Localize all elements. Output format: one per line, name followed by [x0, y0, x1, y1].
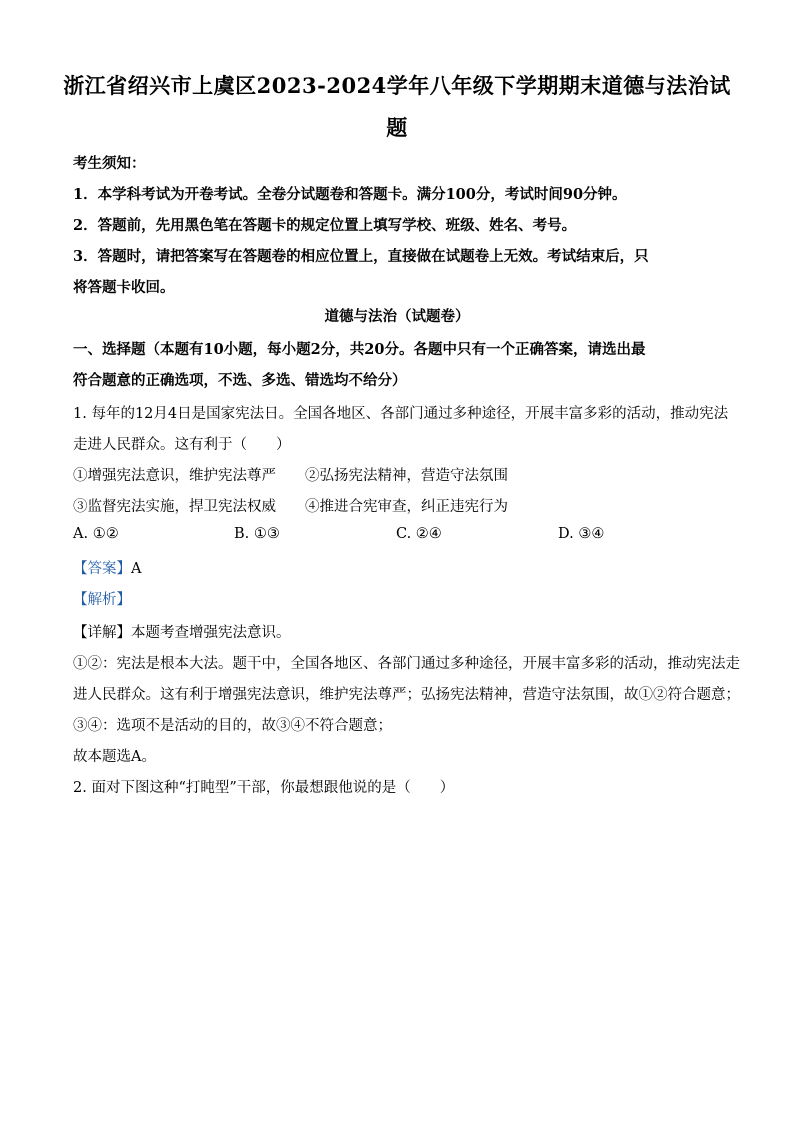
q1-stem-line-1: 1. 每年的12月4日是国家宪法日。全国各地区、各部门通过多种途径，开展丰富多彩的活动，推动宪法 — [73, 406, 729, 422]
document-title-line-2: 题 — [386, 115, 408, 140]
q1-detail-line — [73, 621, 291, 642]
detail-text: 本题考查增强宪法意识。 — [131, 625, 291, 641]
q1-statements-line-1: ①增强宪法意识，维护宪法尊严 ②弘扬宪法精神，营造守法氛围 — [73, 468, 508, 484]
part1-instructions-line-1: 一、选择题（本题有10小题，每小题2分，共20分。各题中只有一个正确答案，请选出最 — [73, 341, 646, 358]
notice-item-1: 1．本学科考试为开卷考试。全卷分试题卷和答题卡。满分100分，考试时间90分钟。 — [73, 186, 627, 203]
notice-heading: 考生须知： — [73, 155, 146, 172]
part1-instructions-line-2: 符合题意的正确选项，不选、多选、错选均不给分） — [73, 372, 407, 389]
notice-item-2: 2．答题前，先用黑色笔在答题卡的规定位置上填写学校、班级、姓名、考号。 — [73, 217, 577, 234]
document-title-line-1: 浙江省绍兴市上虞区2023-2024学年八年级下学期期末道德与法治试 — [63, 73, 731, 98]
q1-option-c: C. ②④ — [396, 526, 442, 542]
q1-stem-line-2: 走进人民群众。这有利于（ ） — [73, 437, 291, 453]
q1-explanation-line-1: ①②：宪法是根本大法。题干中，全国各地区、各部门通过多种途径，开展丰富多彩的活动，推动宪法走 — [73, 656, 740, 672]
q1-option-d: D. ③④ — [558, 526, 605, 542]
q1-option-b: B. ①③ — [234, 526, 280, 542]
detail-tag: 【详解】 — [73, 625, 131, 641]
section-title: 道德与法治（试题卷） — [324, 308, 470, 325]
answer-value: A — [131, 561, 142, 577]
analysis-tag: 【解析】 — [73, 592, 131, 608]
q1-explanation-line-3: ③④：选项不是活动的目的，故③④不符合题意； — [73, 718, 392, 734]
q1-explanation-line-2: 进人民群众。这有利于增强宪法意识，维护宪法尊严；弘扬宪法精神，营造守法氛围，故①②符合题意； — [73, 687, 740, 703]
q1-analysis-line — [73, 588, 131, 609]
notice-item-3: 3．答题时，请把答案写在答题卷的相应位置上，直接做在试题卷上无效。考试结束后，只 — [73, 248, 649, 265]
notice-item-3-continued: 将答题卡收回。 — [73, 279, 175, 296]
q1-option-a: A. ①② — [73, 526, 119, 542]
q1-statements-line-2: ③监督宪法实施，捍卫宪法权威 ④推进合宪审查，纠正违宪行为 — [73, 499, 508, 515]
answer-tag: 【答案】 — [73, 561, 131, 577]
q1-conclusion: 故本题选A。 — [73, 749, 156, 765]
q2-stem: 2. 面对下图这种“打盹型”干部，你最想跟他说的是（ ） — [73, 780, 455, 796]
q1-answer-line — [73, 557, 141, 578]
